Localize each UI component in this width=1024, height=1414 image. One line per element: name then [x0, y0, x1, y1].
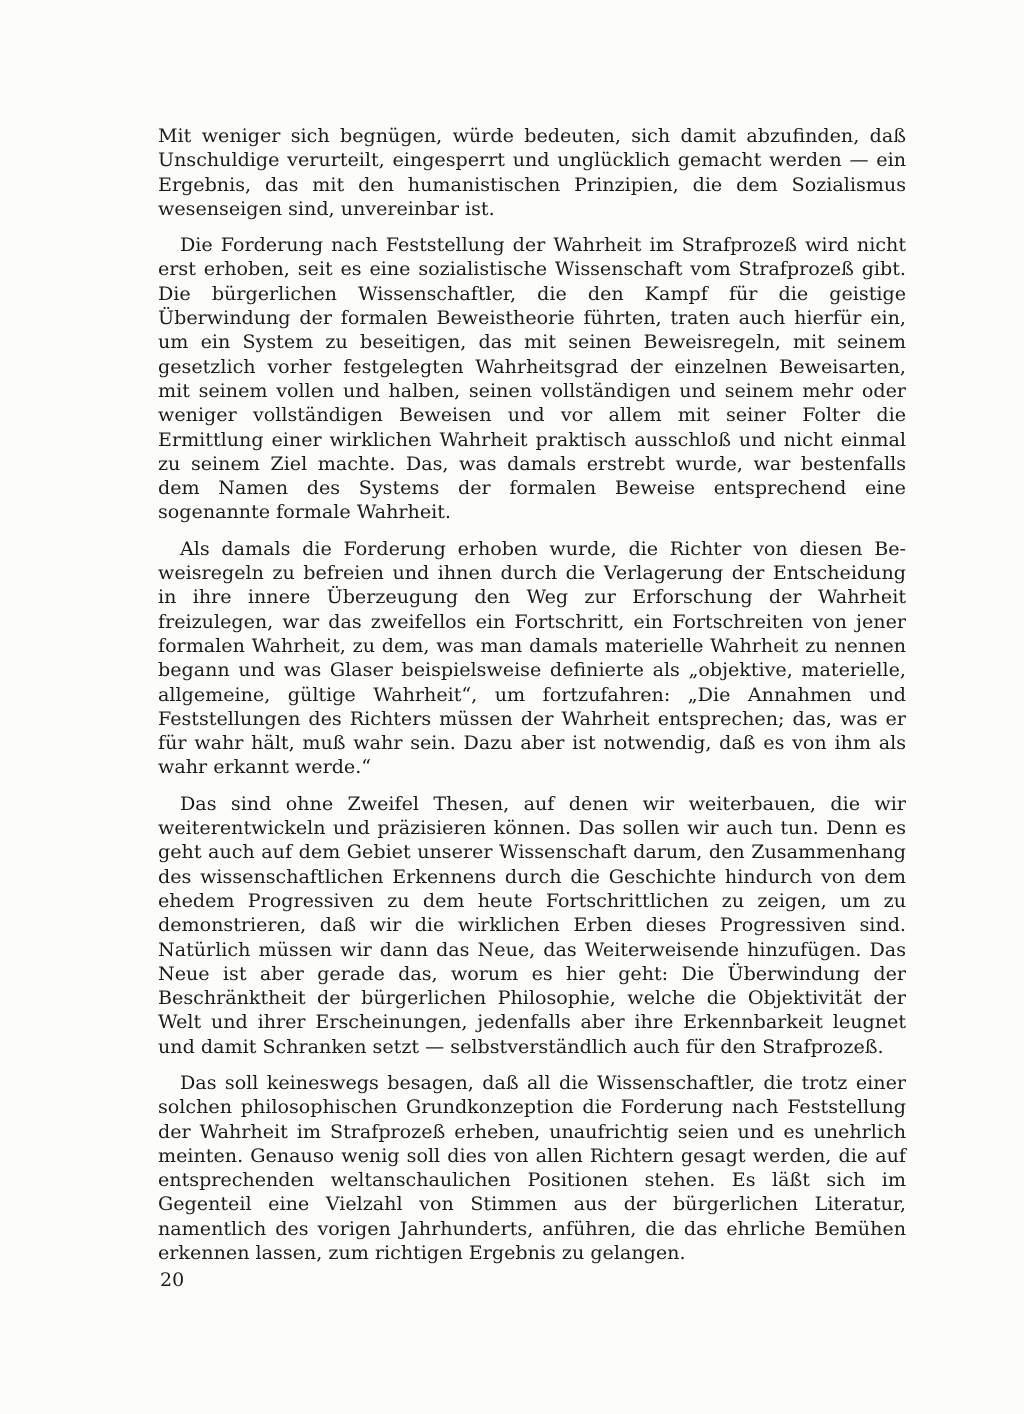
page-number: 20	[160, 1269, 185, 1291]
paragraph-2: Die Forderung nach Feststellung der Wahrheit im Strafprozeß wird nicht erst erhoben, seit es eine sozialistische Wissenschaft vom Strafprozeß gibt. Die bürgerlichen Wissenschaftler, die den Kampf für die geistige Überwindung der formalen Beweistheorie führten, traten auch hierfür ein, um ein System zu beseitigen, das mit seinen Beweisregeln, mit seinem gesetzlich vorher festgelegten Wahrheitsgrad der einzelnen Beweisarten, mit seinem vollen und halben, seinen vollständigen und seinem mehr oder weniger vollständigen Beweisen und vor allem mit seiner Folter die Ermittlung einer wirklichen Wahrheit praktisch ausschloß und nicht einmal zu seinem Ziel machte. Das, was damals erstrebt wurde, war bestenfalls dem Namen des Systems der formalen Beweise entsprechend eine sogenannte formale Wahrheit.	[158, 233, 906, 524]
paragraph-3: Als damals die Forderung erhoben wurde, die Richter von diesen Beweisregeln zu befreien und ihnen durch die Verlagerung der Entscheidung in ihre innere Überzeugung den Weg zur Erforschung der Wahrheit freizulegen, war das zweifellos ein Fortschritt, ein Fortschreiten von jener formalen Wahrheit, zu dem, was man damals materielle Wahrheit zu nennen begann und was Glaser beispielsweise definierte als „objektive, materielle, allgemeine, gültige Wahrheit“, um fortzufahren: „Die Annahmen und Feststellungen des Richters müssen der Wahrheit entsprechen; das, was er für wahr hält, muß wahr sein. Dazu aber ist notwendig, daß es von ihm als wahr erkannt werde.“	[158, 536, 906, 779]
paragraph-1: Mit weniger sich begnügen, würde bedeuten, sich damit abzufinden, daß Unschuldige verurteilt, eingesperrt und unglücklich gemacht werden — ein Ergebnis, das mit den humanistischen Prinzipien, die dem Sozialismus wesenseigen sind, unvereinbar ist.	[158, 124, 906, 220]
paragraph-5: Das soll keineswegs besagen, daß all die Wissenschaftler, die trotz einer solchen philosophischen Grundkonzeption die Forderung nach Feststellung der Wahrheit im Strafprozeß erheben, unaufrichtig seien und es unehrlich meinten. Genauso wenig soll dies von allen Richtern gesagt werden, die auf entsprechenden weltanschaulichen Positionen stehen. Es läßt sich im Gegenteil eine Vielzahl von Stimmen aus der bürgerlichen Literatur, namentlich des vorigen Jahrhunderts, anführen, die das ehrliche Bemühen erkennen lassen, zum richtigen Ergebnis zu gelangen.	[158, 1070, 906, 1265]
paragraph-4: Das sind ohne Zweifel Thesen, auf denen wir weiterbauen, die wir weiterentwickeln und präzisieren können. Das sollen wir auch tun. Denn es geht auch auf dem Gebiet unserer Wissenschaft darum, den Zusammenhang des wissenschaftlichen Erkennens durch die Geschichte hindurch von dem ehedem Progressiven zu dem heute Fortschrittlichen zu zeigen, um zu demonstrieren, daß wir die wirklichen Erben dieses Progressiven sind. Natürlich müssen wir dann das Neue, das Weiterweisende hinzufügen. Das Neue ist aber gerade das, worum es hier geht: Die Überwindung der Beschränktheit der bürgerlichen Philosophie, welche die Objektivität der Welt und ihrer Erscheinungen, jedenfalls aber ihre Erkennbarkeit leugnet und damit Schranken setzt — selbstverständlich auch für den Strafprozeß.	[158, 791, 906, 1058]
body-text	[158, 124, 906, 1277]
